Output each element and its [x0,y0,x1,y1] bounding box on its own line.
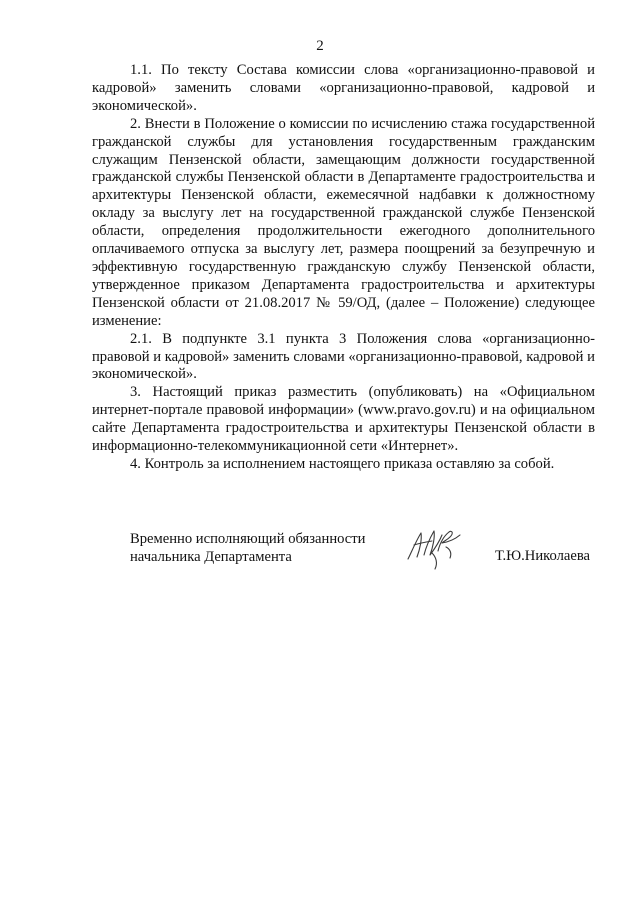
page-number: 2 [316,38,324,54]
paragraph-2-1: 2.1. В подпункте 3.1 пункта 3 Положения слова «организационно-правовой и кадровой» заменить словами «организационно-правовой, кадровой и экономической». [92,330,595,383]
signatory-position [130,531,365,567]
handwritten-signature-icon [402,525,470,571]
signatory-name: Т.Ю.Николаева [495,548,590,564]
signatory-position-line-1: Временно исполняющий обязанности [130,531,366,547]
paragraph-2: 2. Внести в Положение о комиссии по исчислению стажа государственной гражданской службы для установления государственным гражданским служащим Пензенской области, замещающим должности государственной гражданской службы Пензенской области в Департаменте градостроительства и архитектуры Пензенской области, ежемесячной надбавки к должностному окладу за выслугу лет на государственной гражданской службе Пензенской области, определения продолжительности ежегодного дополнительного оплачиваемого отпуска за выслугу лет, размера поощрений за безупречную и эффективную государственную гражданскую службу Пензенской области, утвержденное приказом Департамента градостроительства и архитектуры Пензенской области от 21.08.2017 № 59/ОД, (далее – Положение) следующее изменение: [92,115,595,329]
document-body [92,62,595,474]
paragraph-4: 4. Контроль за исполнением настоящего приказа оставляю за собой. [130,455,555,472]
signature-block [130,531,600,581]
paragraph-1-1: 1.1. По тексту Состава комиссии слова «организационно-правовой и кадровой» заменить словами «организационно-правовой, кадровой и экономической». [92,62,595,114]
paragraph-3: 3. Настоящий приказ разместить (опубликовать) на «Официальном интернет-портале правовой информации» (www.pravo.gov.ru) и на официальном сайте Департамента градостроительства и архитектуры Пензенской области в информационно-телекоммуникационной сети «Интернет». [92,384,595,455]
signatory-position-line-2: начальника Департамента [130,548,292,565]
